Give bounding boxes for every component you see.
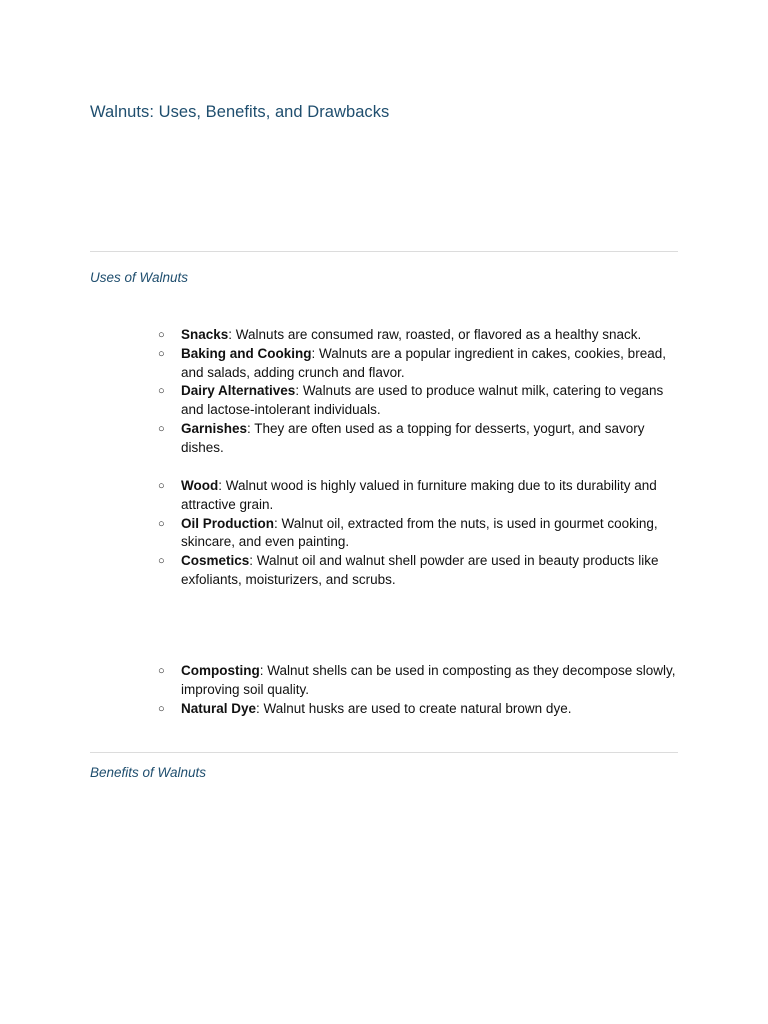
uses-list-group-1 [158, 326, 678, 458]
list-item [158, 700, 678, 719]
bullet-circle-icon: ○ [158, 665, 165, 677]
list-item [158, 515, 678, 553]
list-item [158, 552, 678, 590]
list-item-text: : Walnut wood is highly valued in furniture making due to its durability and attractive grain. [181, 478, 657, 512]
list-item-term: Oil Production [181, 515, 274, 531]
list-item-text: : Walnut shells can be used in composting as they decompose slowly, improving soil quality. [181, 663, 676, 697]
list-item-term: Composting [181, 663, 260, 678]
list-item [158, 662, 678, 700]
bullet-circle-icon: ○ [158, 702, 165, 715]
list-item-term: Dairy Alternatives [181, 383, 296, 399]
list-item [158, 382, 678, 420]
list-item [158, 477, 678, 515]
list-item-text: : Walnuts are a popular ingredient in cakes, cookies, bread, and salads, adding crunch and flavor. [181, 345, 666, 380]
list-item-term: Natural Dye [181, 700, 257, 716]
list-item-text: : Walnut oil, extracted from the nuts, is used in gourmet cooking, skincare, and even painting. [181, 515, 658, 550]
list-item-text: : Walnuts are consumed raw, roasted, or flavored as a healthy snack. [228, 327, 642, 342]
list-item [158, 326, 678, 345]
section-divider [90, 251, 678, 252]
list-item [158, 345, 678, 383]
list-item-text: : Walnuts are used to produce walnut milk, catering to vegans and lactose-intolerant individuals. [181, 383, 664, 418]
document-title: Walnuts: Uses, Benefits, and Drawbacks [90, 103, 390, 121]
section-divider [90, 752, 678, 753]
benefits-section-heading: Benefits of Walnuts [90, 765, 207, 780]
bullet-circle-icon: ○ [158, 480, 165, 492]
list-item-term: Snacks [181, 327, 229, 342]
bullet-circle-icon: ○ [158, 385, 165, 398]
bullet-circle-icon: ○ [158, 422, 165, 435]
bullet-circle-icon: ○ [158, 517, 165, 530]
list-item-term: Cosmetics [181, 553, 250, 569]
list-item-term: Baking and Cooking [181, 345, 312, 361]
bullet-circle-icon: ○ [158, 555, 165, 568]
uses-list-group-2 [158, 477, 678, 590]
list-item [158, 420, 678, 458]
list-item-text: : They are often used as a topping for desserts, yogurt, and savory dishes. [181, 420, 645, 455]
list-item-text: : Walnut husks are used to create natural brown dye. [256, 700, 572, 716]
list-item-text: : Walnut oil and walnut shell powder are used in beauty products like exfoliants, moisturizers, and scrubs. [181, 553, 659, 587]
bullet-circle-icon: ○ [158, 329, 165, 341]
list-item-term: Garnishes [181, 420, 248, 436]
bullet-circle-icon: ○ [158, 347, 165, 360]
list-item-term: Wood [181, 478, 219, 493]
uses-list-group-3 [158, 662, 678, 718]
uses-section-heading: Uses of Walnuts [90, 270, 189, 285]
